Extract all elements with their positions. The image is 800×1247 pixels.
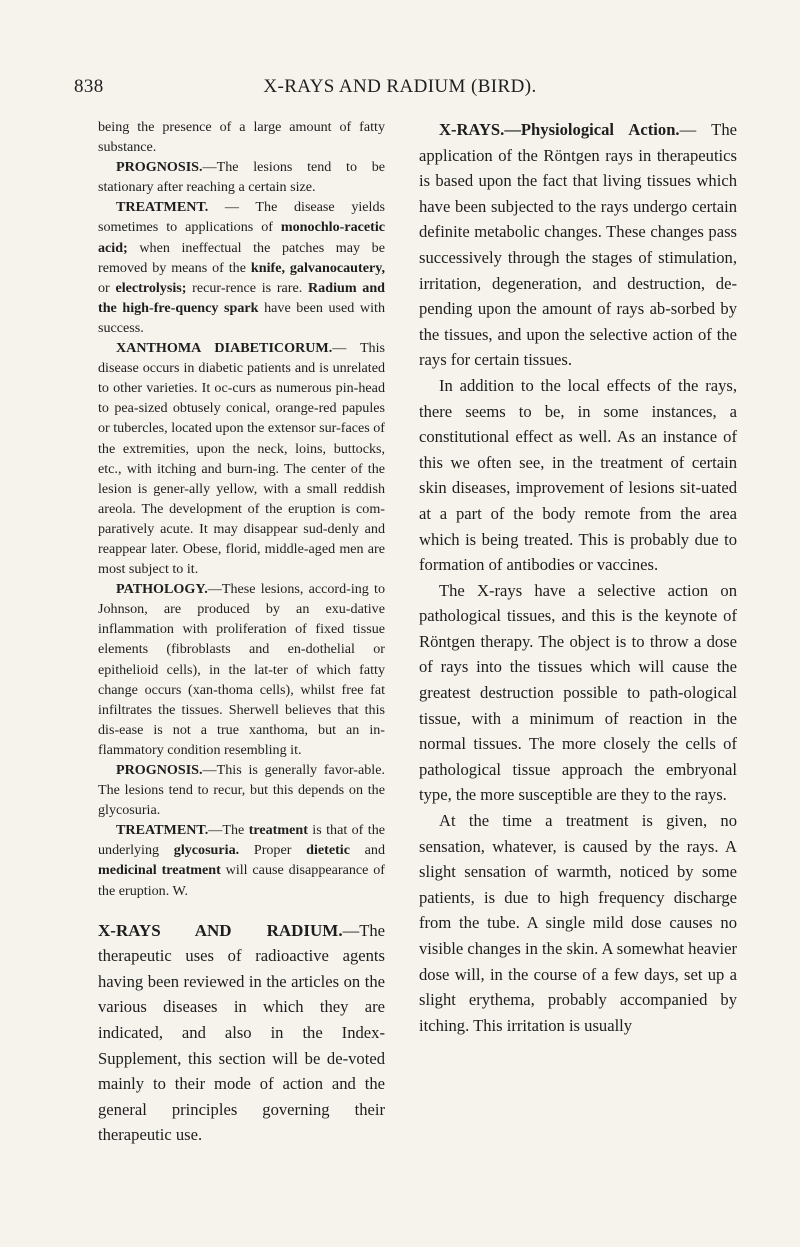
- running-head: X-RAYS AND RADIUM (BIRD).: [263, 76, 537, 97]
- right-column: [419, 117, 737, 1038]
- section-heading: TREATMENT.: [116, 199, 209, 216]
- paragraph: XANTHOMA DIABETICORUM.— This disease occurs in diabetic patients and is unrelated to other varieties. It oc-curs as numerous pin-head to pea-sized obtusely conical, orange-red papules or tubercles, located upon the extensor sur-faces of the extremities, upon the neck, loins, buttocks, etc., with itching and burn-ing. The center of the lesion is gener-ally yellow, with a small reddish areola. The development of the eruption is com-paratively acute. It may disappear sud-denly and reappear later. Obese, florid, middle-aged men are most subject to it.: [98, 340, 386, 578]
- left-column: [98, 117, 385, 1148]
- paragraph: TREATMENT.—The treatment is that of the underlying glycosuria. Proper dietetic and medicinal treatment will cause disappearance of the eruption. W.: [98, 822, 385, 899]
- section-heading: XANTHOMA DIABETICORUM.: [116, 340, 333, 357]
- page-number: 838: [74, 76, 104, 97]
- paragraph: TREATMENT. — The disease yields sometimes to applications of monochlo-racetic acid; when ineffectual the patches may be removed by means of the knife, galvanocautery, or electrolysis; recur-rence is rare. Radium and the high-fre-quency spark have been used with success.: [98, 199, 386, 336]
- paragraph: X-RAYS AND RADIUM.—The therapeutic uses of radioactive agents having been reviewed in the articles on the various diseases in which they are indicated, and also in the Index-Supplement, this section will be de-voted mainly to their mode of action and the general principles governing their therapeutic use.: [98, 920, 385, 1145]
- paragraph: PROGNOSIS.—The lesions tend to be stationary after reaching a certain size.: [98, 159, 385, 196]
- section-heading: PATHOLOGY.: [116, 581, 208, 598]
- paragraph: PROGNOSIS.—This is generally favor-able. The lesions tend to recur, but this depends on the glycosuria.: [98, 762, 385, 819]
- section-heading: PROGNOSIS.: [116, 762, 203, 778]
- paragraph: At the time a treatment is given, no sensation, whatever, is caused by the rays. A slight sensation of warmth, noticed by some patients, is due to high frequency discharge from the tube. A single mild dose causes no visible changes in the skin. A somewhat heavier dose will, in the course of a few days, set up a slight erythema, probably accompanied by itching. This irritation is usually: [419, 811, 737, 1035]
- paragraph: In addition to the local effects of the rays, there seems to be, in some instances, a constitutional effect as well. As an instance of this we often see, in the treatment of certain skin diseases, improvement of lesions sit-uated at a part of the body remote from the area which is being treated. This is probably due to formation of antibodies or vaccines.: [419, 375, 737, 575]
- section-heading: TREATMENT.: [116, 822, 209, 839]
- paragraph: X-RAYS.—Physiological Action.— The application of the Röntgen rays in therapeutics is based upon the fact that living tissues which have been subjected to the rays undergo certain definite metabolic changes. These changes pass successively through the stages of stimulation, irritation, degeneration, and destruction, de-pending upon the amount of rays ab-sorbed by the tissues, and upon the selective action of the rays for certain tissues.: [419, 120, 737, 370]
- paragraph: The X-rays have a selective action on pathological tissues, and this is the keynote of Röntgen therapy. The object is to throw a dose of rays into the tissues which will cause the greatest destruction possible to path-ological tissue, with a minimum of reaction in the normal tissues. The more closely the cells of pathological tissue approach the embryonal type, the more susceptible are they to the rays.: [419, 580, 737, 805]
- section-heading: PROGNOSIS.: [116, 159, 203, 176]
- paragraph: being the presence of a large amount of fatty substance.: [98, 119, 385, 156]
- section-heading: X-RAYS.—Physiological Action.: [439, 120, 680, 139]
- section-heading: X-RAYS AND RADIUM.: [98, 920, 343, 940]
- paragraph: PATHOLOGY.—These lesions, accord-ing to Johnson, are produced by an exu-dative inflammation with proliferation of fixed tissue elements (fibroblasts and en-dothelial or epithelioid cells), in the lat-ter of which fatty change occurs (xan-thoma cells), whilst free fat infiltrates the tissues. Sherwell believes that this dis-ease is not a true xanthoma, but an in-flammatory condition resembling it.: [98, 581, 385, 758]
- page-header: [70, 76, 730, 106]
